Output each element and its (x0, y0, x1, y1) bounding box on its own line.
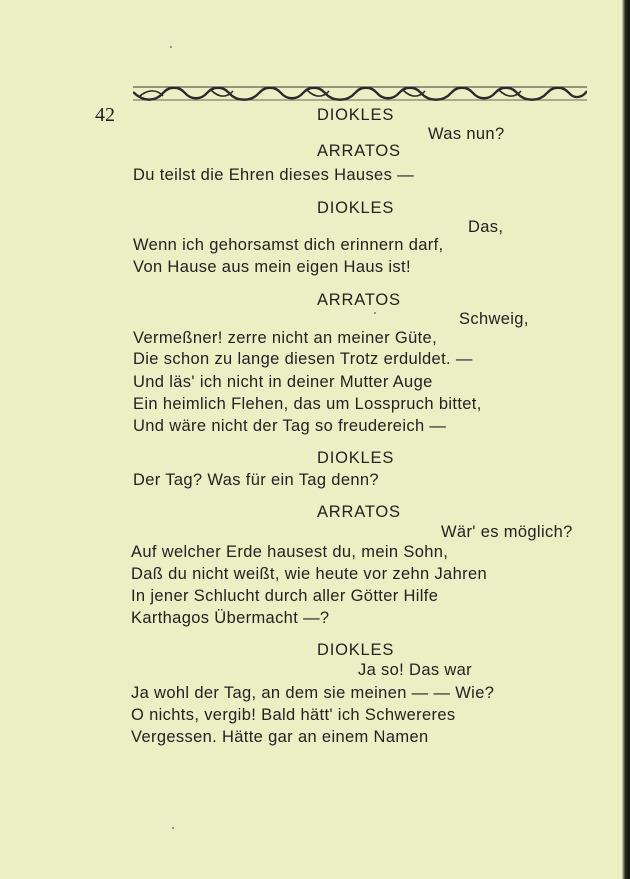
paper-speck (374, 312, 376, 314)
page-number: 42 (95, 104, 115, 126)
verse-line: Daß du nicht weißt, wie heute vor zehn Jahren (131, 565, 488, 583)
paper-speck (172, 827, 174, 829)
speaker-name: ARRATOS (317, 291, 401, 309)
speaker-name: DIOKLES (317, 641, 395, 659)
verse-line: Vergessen. Hätte gar an einem Namen (131, 728, 429, 746)
speaker-name: DIOKLES (317, 106, 395, 124)
verse-line: Und läs' ich nicht in deiner Mutter Auge (133, 373, 433, 391)
speaker-name: ARRATOS (317, 503, 401, 521)
verse-line: Das, (468, 218, 504, 236)
verse-line: Ein heimlich Flehen, das um Losspruch bittet, (133, 395, 482, 413)
speaker-name: DIOKLES (317, 449, 395, 467)
verse-line: Auf welcher Erde hausest du, mein Sohn, (131, 543, 449, 561)
page-edge-shadow (622, 0, 630, 879)
verse-line: Wenn ich gehorsamst dich erinnern darf, (133, 236, 444, 254)
speaker-name: ARRATOS (317, 142, 401, 160)
verse-line: Du teilst die Ehren dieses Hauses — (133, 166, 414, 184)
verse-line: Und wäre nicht der Tag so freudereich — (133, 417, 447, 435)
verse-line: Karthagos Übermacht —? (131, 609, 330, 627)
verse-line: Der Tag? Was für ein Tag denn? (133, 471, 379, 489)
verse-line: Die schon zu lange diesen Trotz erduldet. — (133, 350, 473, 368)
verse-line: Wär' es möglich? (441, 523, 573, 541)
verse-line: Ja wohl der Tag, an dem sie meinen — — Wie? (131, 684, 495, 702)
verse-line: In jener Schlucht durch aller Götter Hilfe (131, 587, 439, 605)
ornament-border (133, 83, 587, 103)
speaker-name: DIOKLES (317, 199, 395, 217)
verse-line: Was nun? (428, 125, 505, 143)
verse-line: Ja so! Das war (358, 661, 473, 679)
paper-speck (170, 46, 172, 48)
verse-line: Vermeßner! zerre nicht an meiner Güte, (133, 329, 438, 347)
verse-line: Von Hause aus mein eigen Haus ist! (133, 258, 411, 276)
verse-line: O nichts, vergib! Bald hätt' ich Schwereres (131, 706, 456, 724)
verse-line: Schweig, (459, 310, 529, 328)
